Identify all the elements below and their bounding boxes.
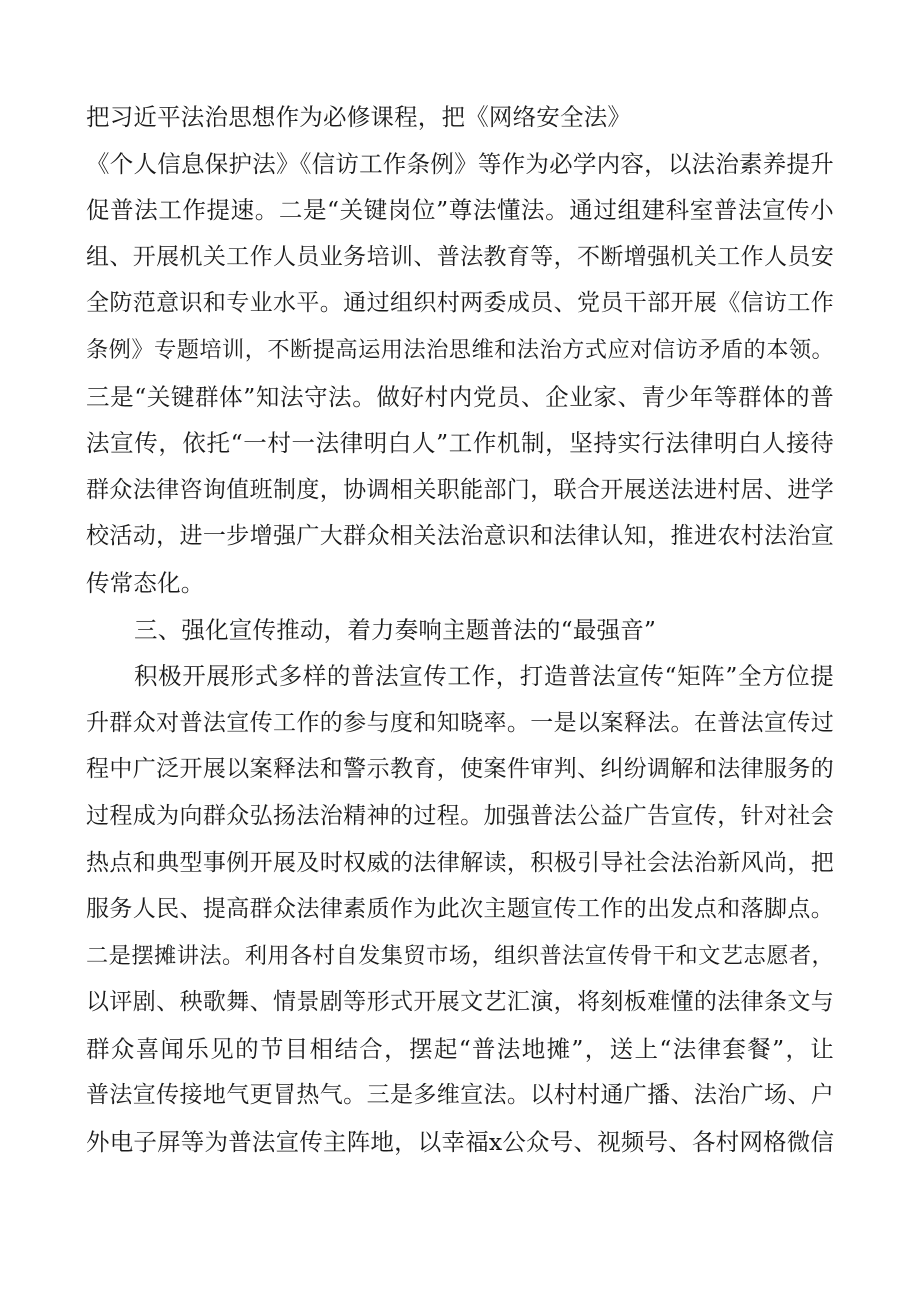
text-line: 三是“关键群体”知法守法。做好村内党员、企业家、青少年等群体的普: [86, 382, 834, 411]
text-line: 过程成为向群众弘扬法治精神的过程。加强普法公益广告宣传，针对社会: [86, 802, 834, 829]
section-heading: 三、强化宣传推动，着力奏响主题普法的“最强音”: [134, 615, 657, 644]
document-body: [86, 94, 834, 1166]
text-line: 促普法工作提速。二是“关键岗位”尊法懂法。通过组建科室普法宣传小: [86, 196, 834, 225]
text-line: 服务人民、提高群众法律素质作为此次主题宣传工作的出发点和落脚点。: [86, 896, 834, 923]
text-line: 校活动，进一步增强广大群众相关法治意识和法律认知，推进农村法治宣: [86, 523, 834, 550]
text-line: 以评剧、秧歌舞、情景剧等形式开展文艺汇演，将刻板难懂的法律条文与: [86, 989, 834, 1016]
text-line: 《个人信息保护法》《信访工作条例》等作为必学内容，以法治素养提升: [86, 149, 834, 178]
text-line: 二是摆摊讲法。利用各村自发集贸市场，组织普法宣传骨干和文艺志愿者，: [86, 942, 834, 969]
text-line: 普法宣传接地气更冒热气。三是多维宣法。以村村通广播、法治广场、户: [86, 1082, 834, 1109]
text-line: 条例》专题培训，不断提高运用法治思维和法治方式应对信访矛盾的本领。: [86, 336, 834, 363]
text-line: 群众法律咨询值班制度，协调相关职能部门，联合开展送法进村居、进学: [86, 476, 834, 503]
text-line: 把习近平法治思想作为必修课程，把《网络安全法》: [86, 103, 632, 131]
text-line: 法宣传，依托“一村一法律明白人”工作机制，坚持实行法律明白人接待: [86, 429, 834, 458]
text-line: 升群众对普法宣传工作的参与度和知晓率。一是以案释法。在普法宣传过: [86, 709, 834, 736]
paragraph-first-line: 积极开展形式多样的普法宣传工作，打造普法宣传“矩阵”全方位提: [134, 662, 834, 691]
text-line: 全防范意识和专业水平。通过组织村两委成员、党员干部开展《信访工作: [86, 290, 834, 317]
text-line: 外电子屏等为普法宣传主阵地，以幸福x公众号、视频号、各村网格微信: [86, 1128, 835, 1157]
text-line: 程中广泛开展以案释法和警示教育，使案件审判、纠纷调解和法律服务的: [86, 756, 834, 783]
text-line: 热点和典型事例开展及时权威的法律解读，积极引导社会法治新风尚，把: [86, 849, 834, 876]
text-line: 群众喜闻乐见的节目相结合，摆起“普法地摊”，送上“法律套餐”，让: [86, 1034, 834, 1063]
text-line: 组、开展机关工作人员业务培训、普法教育等，不断增强机关工作人员安: [86, 243, 834, 270]
text-line: 传常态化。: [86, 568, 205, 597]
